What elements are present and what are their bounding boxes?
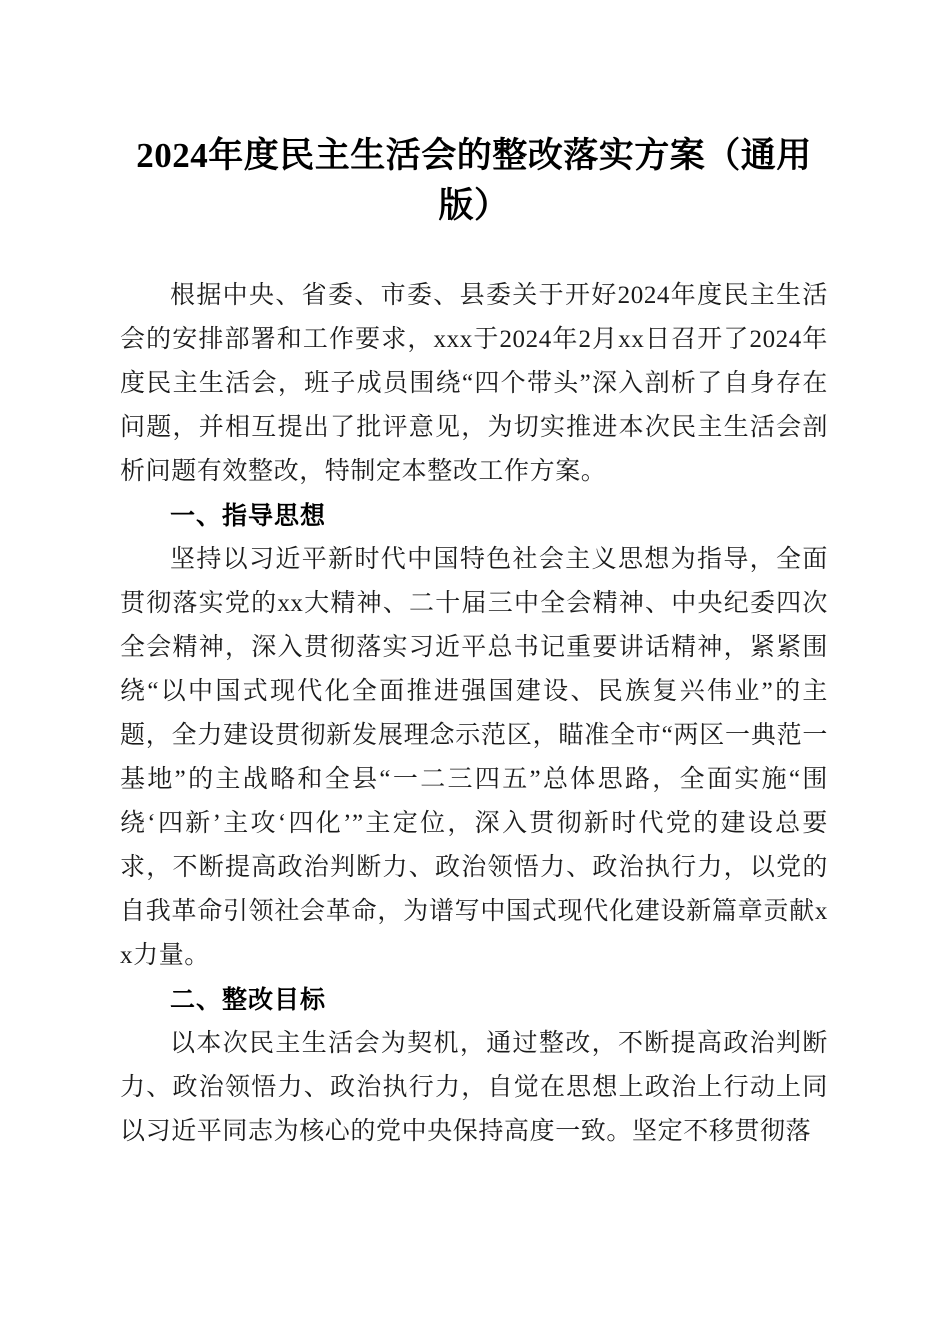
- intro-paragraph: 根据中央、省委、市委、县委关于开好2024年度民主生活会的安排部署和工作要求，xxx于2024年2月xx日召开了2024年度民主生活会，班子成员围绕“四个带头”深入剖析了自身存在问题，并相互提出了批评意见，为切实推进本次民主生活会剖析问题有效整改，特制定本整改工作方案。: [120, 282, 828, 485]
- section-one-paragraph: 坚持以习近平新时代中国特色社会主义思想为指导，全面贯彻落实党的xx大精神、二十届三中全会精神、中央纪委四次全会精神，深入贯彻落实习近平总书记重要讲话精神，紧紧围绕“以中国式现代化全面推进强国建设、民族复兴伟业”的主题，全力建设贯彻新发展理念示范区，瞄准全市“两区一典范一基地”的主战略和全县“一二三四五”总体思路，全面实施“围绕‘四新’主攻‘四化’”主定位，深入贯彻新时代党的建设总要求，不断提高政治判断力、政治领悟力、政治执行力，以党的自我革命引领社会革命，为谱写中国式现代化建设新篇章贡献xx力量。: [120, 546, 828, 969]
- section-two-paragraph: 以本次民主生活会为契机，通过整改，不断提高政治判断力、政治领悟力、政治执行力，自觉在思想上政治上行动上同以习近平同志为核心的党中央保持高度一致。坚定不移贯彻落: [120, 1030, 828, 1145]
- document-body: [120, 0, 828, 1154]
- page-title: 2024年度民主生活会的整改落实方案（通用版）: [136, 136, 812, 225]
- section-heading-rectification-goals: 二、整改目标: [170, 986, 327, 1014]
- section-heading-guiding-ideology: 一、指导思想: [170, 502, 327, 530]
